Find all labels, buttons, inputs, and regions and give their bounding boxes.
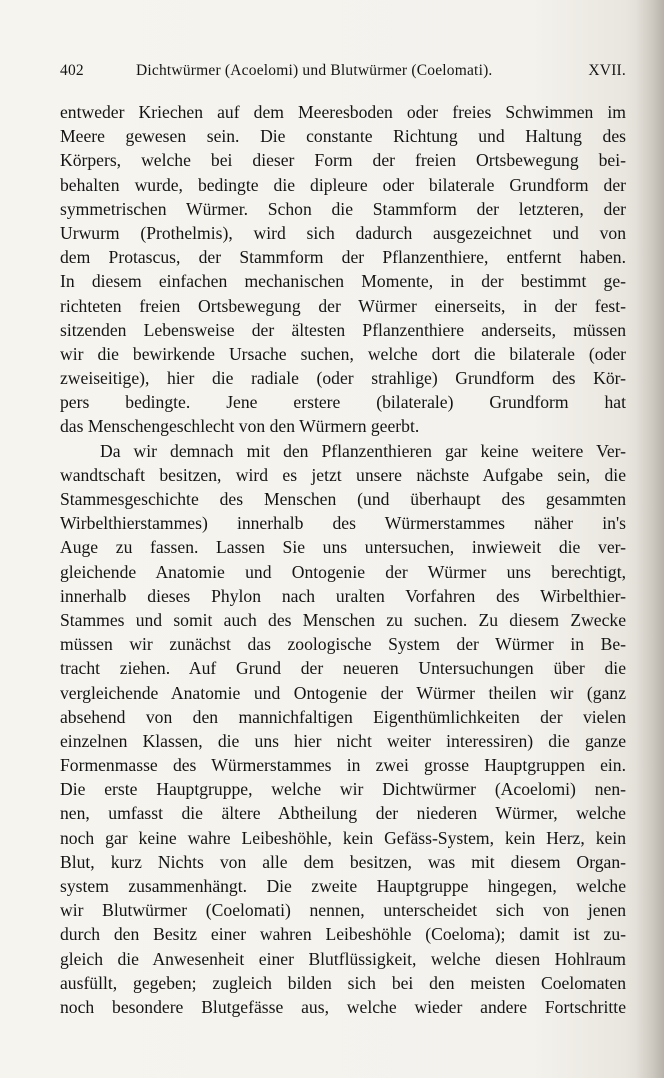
text-line: entweder Kriechen auf dem Meeresboden oder freies Schwimmen im — [60, 102, 626, 122]
text-line: Die erste Hauptgruppe, welche wir Dichtwürmer (Acoelomi) nen- — [60, 779, 626, 800]
text-line: symmetrischen Würmer. Schon die Stammform der letzteren, der — [60, 198, 626, 219]
text-line: nen, umfasst die ältere Abtheilung der niederen Würmer, welche — [60, 803, 626, 824]
running-title: Dichtwürmer (Acoelomi) und Blutwürmer (Coelomati). — [136, 62, 493, 79]
text-line: Formenmasse des Würmerstammes in zwei grosse Hauptgruppen ein. — [60, 755, 626, 776]
text-line: absehend von den mannichfaltigen Eigenthümlichkeiten der vielen — [60, 706, 626, 727]
text-line: ausfüllt, gegeben; zugleich bilden sich bei den meisten Coelomaten — [60, 972, 626, 993]
text-line: Da wir demnach mit den Pflanzenthieren gar keine weitere Ver- — [100, 440, 626, 461]
chapter-number: XVII. — [588, 62, 626, 79]
text-line: zweiseitige), hier die radiale (oder strahlige) Grundform des Kör- — [60, 368, 626, 389]
text-line: behalten wurde, bedingte die dipleure oder bilaterale Grundform der — [60, 174, 626, 195]
text-line: wandtschaft besitzen, wird es jetzt unsere nächste Aufgabe sein, die — [60, 464, 626, 485]
text-line: Urwurm (Prothelmis), wird sich dadurch ausgezeichnet und von — [60, 222, 626, 243]
text-line: Blut, kurz Nichts von alle dem besitzen, was mit diesem Organ- — [60, 851, 626, 872]
text-line: gleichende Anatomie und Ontogenie der Würmer uns berechtigt, — [60, 561, 626, 582]
text-line: Meere gewesen sein. Die constante Richtung und Haltung des — [60, 126, 626, 147]
text-line: Auge zu fassen. Lassen Sie uns untersuchen, inwieweit die ver- — [60, 537, 626, 558]
text-line: durch den Besitz einer wahren Leibeshöhle (Coeloma); damit ist zu- — [60, 924, 626, 945]
text-line: wir die bewirkende Ursache suchen, welche dort die bilaterale (oder — [60, 343, 626, 364]
text-line: dem Protascus, der Stammform der Pflanzenthiere, entfernt haben. — [60, 247, 626, 268]
text-line: noch gar keine wahre Leibeshöhle, kein Gefäss-System, kein Herz, kein — [60, 827, 626, 848]
page-header — [60, 62, 626, 88]
text-line: Stammes und somit auch des Menschen zu suchen. Zu diesem Zwecke — [60, 609, 626, 630]
body-text — [60, 100, 626, 1019]
text-line: Stammesgeschichte des Menschen (und überhaupt des gesammten — [60, 489, 626, 509]
text-line: tracht ziehen. Auf Grund der neueren Untersuchungen über die — [60, 658, 626, 679]
page-number: 402 — [60, 62, 84, 79]
text-line: Körpers, welche bei dieser Form der freien Ortsbewegung bei- — [60, 150, 626, 171]
text-line: innerhalb dieses Phylon nach uralten Vorfahren des Wirbelthier- — [60, 585, 626, 606]
text-line: einzelnen Klassen, die uns hier nicht weiter interessiren) die ganze — [60, 730, 626, 751]
text-line: noch besondere Blutgefässe aus, welche wieder andere Fortschritte — [60, 996, 626, 1017]
text-line: gleich die Anwesenheit einer Blutflüssigkeit, welche diesen Hohlraum — [60, 948, 626, 969]
text-line: sitzenden Lebensweise der ältesten Pflanzenthiere anderseits, müssen — [60, 319, 626, 340]
text-line: In diesem einfachen mechanischen Momente, in der bestimmt ge- — [60, 271, 626, 292]
text-line: müssen wir zunächst das zoologische System der Würmer in Be- — [60, 634, 626, 655]
page-edge-shadow — [636, 0, 664, 1078]
text-line: Wirbelthierstammes) innerhalb des Würmerstammes näher in's — [60, 513, 626, 534]
text-line: system zusammenhängt. Die zweite Hauptgruppe hingegen, welche — [60, 876, 626, 896]
text-line: richteten freien Ortsbewegung der Würmer einerseits, in der fest- — [60, 295, 626, 316]
text-line: vergleichende Anatomie und Ontogenie der Würmer theilen wir (ganz — [60, 682, 626, 703]
text-line: pers bedingte. Jene erstere (bilaterale) Grundform hat — [60, 392, 626, 413]
text-line: das Menschengeschlecht von den Würmern geerbt. — [60, 416, 420, 437]
text-line: wir Blutwürmer (Coelomati) nennen, unterscheidet sich von jenen — [60, 900, 626, 921]
